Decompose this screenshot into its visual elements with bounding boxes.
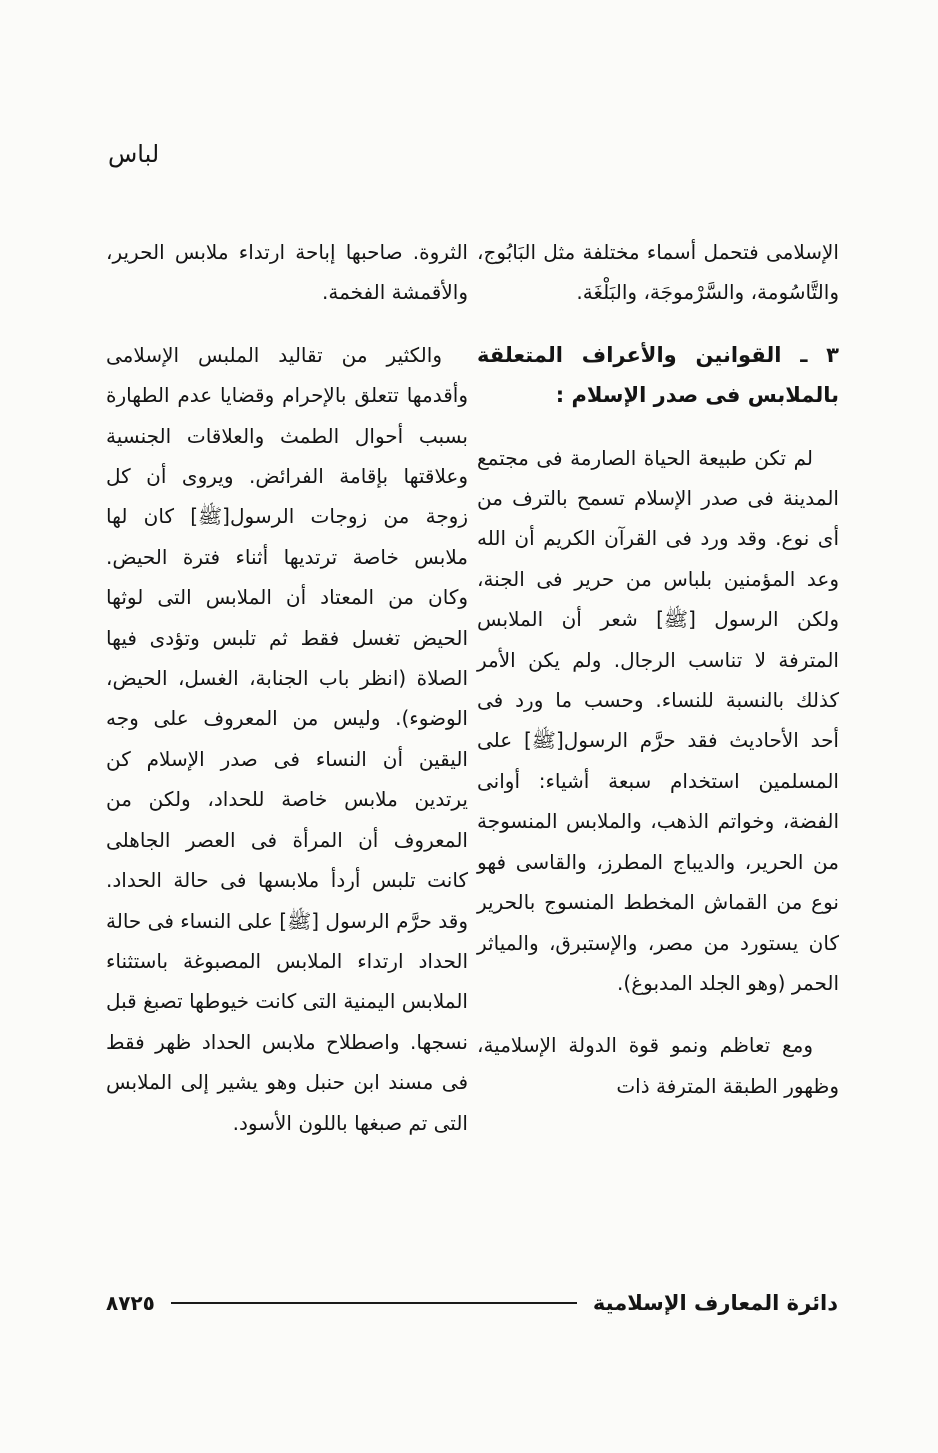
footer-rule: [171, 1302, 577, 1304]
paragraph: الإسلامى فتحمل أسماء مختلفة مثل البَابُوج، والتَّاسُومة، والسَّرْموجَة، والبَلْغَة.: [477, 240, 839, 305]
left-column: [106, 232, 468, 1143]
footer-title: دائرة المعارف الإسلامية: [592, 1291, 838, 1315]
paragraph: والكثير من تقاليد الملبس الإسلامى وأقدمها تتعلق بالإحرام وقضايا عدم الطهارة بسبب أحوال الطمث والعلاقات الجنسية وعلاقتها بإقامة الفرائض. ويروى أن كل زوجة من زوجات الرسول[ﷺ] كان لها ملابس خاصة ترتديها أثناء فترة الحيض. وكان من المعتاد أن الملابس التى لوثها الحيض تغسل فقط ثم تلبس وتؤدى فيها الصلاة (انظر باب الجنابة، الغسل، الحيض، الوضوء). وليس من المعروف على وجه اليقين أن النساء فى صدر الإسلام كن يرتدين ملابس خاصة للحداد، ولكن من المعروف أن المرأة فى العصر الجاهلى كانت تلبس أردأ ملابسها فى حالة الحداد. وقد حرَّم الرسول [ﷺ] على النساء فى حالة الحداد ارتداء الملابس المصبوغة باستثناء الملابس اليمنية التى كانت خيوطها تصبغ قبل نسجها. واصطلاح ملابس الحداد ظهر فقط فى مسند ابن حنبل وهو يشير إلى الملابس التى تم صبغها باللون الأسود.: [106, 342, 468, 1135]
paragraph: الثروة. صاحبها إباحة ارتداء ملابس الحرير، والأقمشة الفخمة.: [106, 240, 468, 305]
entry-title: لباس: [108, 140, 160, 168]
paragraph: لم تكن طبيعة الحياة الصارمة فى مجتمع المدينة فى صدر الإسلام تسمح بالترف من أى نوع. وقد ورد فى القرآن الكريم أن الله وعد المؤمنين بلباس من حرير فى الجنة، ولكن الرسول [ﷺ] شعر أن الملابس المترفة لا تناسب الرجال. ولم يكن الأمر كذلك بالنسبة للنساء. وحسب ما ورد فى أحد الأحاديث فقد حرَّم الرسول[ﷺ] على المسلمين استخدام سبعة أشياء: أوانى الفضة، وخواتم الذهب، والملابس المنسوجة من الحرير، والديباج المطرز، والقاسى فهو نوع من القماش المخطط المنسوج بالحرير كان يستورد من مصر، والإستبرق، والمياثر الحمر (وهو الجلد المدبوغ).: [477, 445, 839, 995]
section-heading: ٣ ـ القوانين والأعراف المتعلقة بالملابس فى صدر الإسلام :: [477, 342, 839, 408]
paragraph: ومع تعاظم ونمو قوة الدولة الإسلامية، وظهور الطبقة المترفة ذات: [477, 1033, 839, 1098]
page-number: ٨٧٢٥: [106, 1291, 155, 1315]
right-column: [477, 232, 839, 1106]
page-footer: [106, 1283, 838, 1323]
